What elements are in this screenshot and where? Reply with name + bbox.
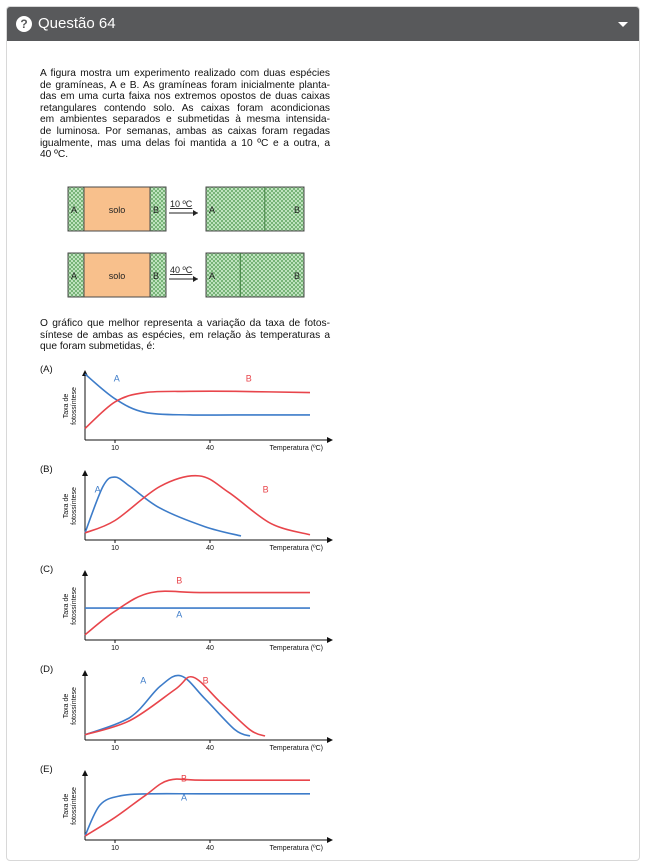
series-line-a [85, 477, 241, 536]
temperature-label: 10 ºC [170, 199, 193, 209]
series-label-b: B [245, 373, 252, 384]
series-label-a: A [113, 373, 120, 384]
x-tick-label: 10 [111, 445, 119, 452]
label-a: A [209, 205, 216, 215]
series-line-a [85, 675, 250, 736]
arrow-head [193, 276, 198, 282]
question-circle-icon: ? [16, 16, 32, 32]
series-label-b: B [176, 575, 183, 586]
intro-line: 40 ºC. [40, 149, 69, 161]
y-axis-label: Taxa defotossíntese [63, 487, 78, 525]
y-axis-arrow [82, 470, 88, 476]
series-line-b [85, 779, 310, 836]
label-b: B [153, 205, 160, 215]
intro-line: de luminosa. Por semanas, ambas as caixas foram regadas [40, 126, 330, 137]
label-b: B [294, 271, 301, 281]
x-axis-arrow [327, 837, 333, 843]
intro-line: de gramíneas, A e B. As gramíneas foram inicialmente planta- [40, 79, 330, 91]
option-label: (B) [40, 464, 53, 475]
series-line-b [85, 677, 265, 736]
series-label-b: B [202, 675, 209, 686]
prompt-line: O gráfico que melhor representa a variação da taxa de fotos- [40, 318, 330, 329]
x-axis-label: Temperatura (ºC) [269, 845, 323, 852]
y-axis-label: Taxa defotossíntese [63, 787, 78, 825]
y-axis-arrow [82, 770, 88, 776]
intro-line: em ambientes separados e submetidas à mesma intensida- [40, 114, 330, 126]
y-axis-label: Taxa defotossíntese [63, 587, 78, 625]
option-label: (D) [40, 664, 54, 675]
label-b: B [294, 205, 301, 215]
x-tick-label: 10 [111, 545, 119, 552]
label-a: A [71, 205, 78, 215]
x-tick-label: 40 [206, 745, 214, 752]
x-tick-label: 10 [111, 845, 119, 852]
x-tick-label: 40 [206, 645, 214, 652]
x-axis-label: Temperatura (ºC) [269, 445, 323, 452]
x-tick-label: 40 [206, 845, 214, 852]
caret-down-icon[interactable] [618, 22, 628, 27]
y-axis-arrow [82, 570, 88, 576]
series-label-b: B [262, 484, 269, 495]
series-label-a: A [140, 675, 147, 686]
x-tick-label: 40 [206, 545, 214, 552]
panel-title: Questão 64 [38, 15, 116, 32]
series-label-a: A [181, 792, 188, 803]
option-label: (E) [40, 764, 53, 775]
series-line-b [85, 591, 310, 635]
arrow-head [193, 210, 198, 216]
prompt-line: que foram submetidas, é: [40, 341, 155, 353]
x-tick-label: 10 [111, 745, 119, 752]
y-axis-arrow [82, 670, 88, 676]
y-axis-label: Taxa defotossíntese [63, 387, 78, 425]
intro-line: igualmente, mas uma delas foi mantida a 10 ºC e a outra, a [40, 137, 330, 149]
answer-graphs [40, 360, 340, 855]
x-axis-label: Temperatura (ºC) [269, 545, 323, 552]
prompt-line: síntese de ambas as espécies, em relação às temperaturas a [40, 329, 330, 341]
x-tick-label: 40 [206, 445, 214, 452]
result-box [206, 253, 304, 297]
label-solo: solo [108, 205, 126, 215]
intro-line: retangulares contendo solo. As caixas foram acondicionas [40, 102, 330, 114]
x-axis-label: Temperatura (ºC) [269, 645, 323, 652]
result-box [206, 187, 304, 231]
temperature-label: 40 ºC [170, 265, 193, 275]
label-solo: solo [108, 271, 126, 281]
intro-line: A figura mostra um experimento realizado com duas espécies [40, 68, 330, 79]
x-axis-arrow [327, 437, 333, 443]
x-axis-arrow [327, 637, 333, 643]
panel-header[interactable] [7, 7, 639, 41]
x-axis-arrow [327, 737, 333, 743]
intro-line: das em uma curta faixa nos extremos opostos de duas caixas [40, 91, 330, 103]
series-line-b [85, 391, 310, 428]
series-line-b [85, 476, 310, 535]
option-label: (C) [40, 564, 54, 575]
label-a: A [209, 271, 216, 281]
option-label: (A) [40, 364, 53, 375]
x-axis-arrow [327, 537, 333, 543]
label-a: A [71, 271, 78, 281]
label-b: B [153, 271, 160, 281]
y-axis-label: Taxa defotossíntese [63, 687, 78, 725]
series-label-b: B [181, 773, 188, 784]
x-axis-label: Temperatura (ºC) [269, 745, 323, 752]
x-tick-label: 10 [111, 645, 119, 652]
series-label-a: A [176, 609, 183, 620]
experiment-figure [66, 185, 316, 300]
series-label-a: A [94, 484, 101, 495]
